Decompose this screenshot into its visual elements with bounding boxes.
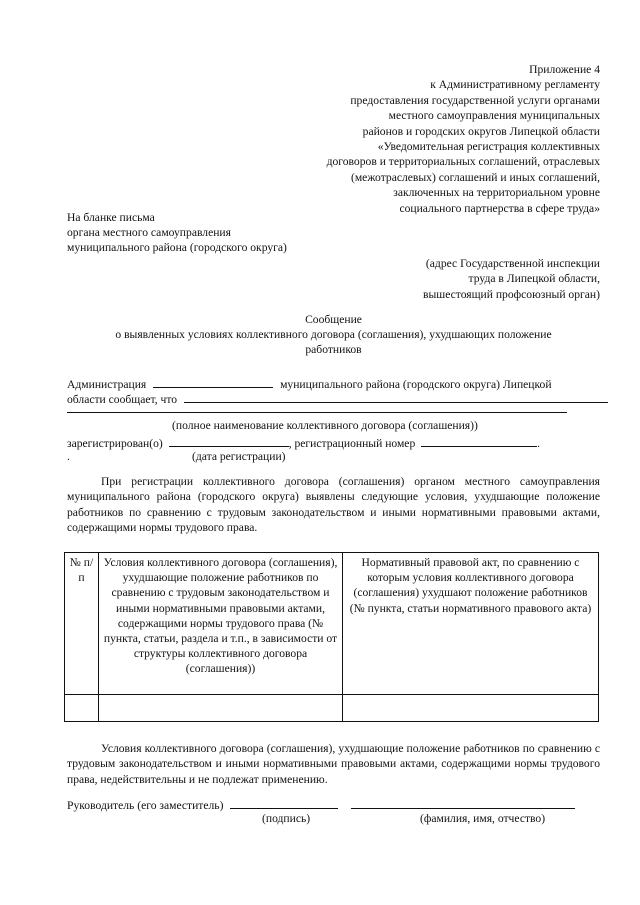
reg-number-label: , регистрационный номер [288, 437, 416, 450]
appendix-line: договоров и территориальных соглашений, отраслевых [326, 155, 600, 169]
address-line: вышестоящий профсоюзный орган) [423, 287, 600, 301]
intro-paragraph [67, 474, 600, 536]
admin-prefix: Администрация [67, 378, 147, 391]
letterhead-line: муниципального района (городского округа) [67, 241, 287, 254]
full-name-field[interactable] [351, 796, 575, 809]
table-cell[interactable] [343, 695, 599, 722]
letterhead-line: На бланке письма [67, 211, 155, 224]
table-row [65, 695, 599, 722]
addressee-block [340, 256, 600, 302]
address-line: (адрес Государственной инспекции [425, 257, 600, 270]
appendix-header [280, 62, 600, 216]
appendix-line: социального партнерства в сфере труда» [399, 201, 600, 215]
conditions-table [64, 552, 599, 722]
col-number-header: № п/п [65, 553, 99, 695]
signature-caption: (подпись) [262, 812, 311, 825]
appendix-line: заключенных на территориальном уровне [393, 186, 600, 200]
contract-name-field[interactable] [184, 390, 608, 403]
admin-suffix: муниципального района (городского округа) Липецкой [280, 378, 552, 391]
registered-label: зарегистрирован(о) [67, 437, 163, 450]
intro-text: При регистрации коллективного договора (соглашения) органом местного самоуправления муниципального района (городского округа) выявлены следующие условия, ухудшающие положение работников по сравнению с трудовым законодательством и иными нормативными правовыми актами, содержащими нормы трудового права. [67, 475, 600, 535]
col-conditions-header: Условия коллективного договора (соглашения), ухудшающие положение работников по сравнению с трудовым законодательством и иными нормативными правовыми актами, содержащими нормы трудового права (№ пункта, статьи, раздела и т.п., в зависимости от структуры коллективного договора (соглашения)) [99, 553, 343, 695]
document-title [67, 312, 600, 358]
title-line: о выявленных условиях коллективного договора (соглашения), ухудшающих положение [115, 328, 552, 342]
registration-number-field[interactable] [421, 434, 537, 447]
address-line: труда в Липецкой области, [468, 272, 600, 286]
appendix-line: «Уведомительная регистрация коллективных [377, 140, 600, 154]
appendix-line: предоставления государственной услуги органами [350, 93, 600, 107]
table-header-row [65, 553, 599, 695]
contract-name-rule [67, 412, 567, 413]
full-name-caption: (фамилия, имя, отчество) [420, 812, 546, 825]
admin-name-field[interactable] [153, 375, 273, 388]
contract-name-caption: (полное наименование коллективного договора (соглашения)) [172, 419, 478, 432]
table-cell[interactable] [65, 695, 99, 722]
registration-line [67, 434, 540, 451]
conclusion-paragraph [67, 741, 600, 787]
registration-date-caption: (дата регистрации) [192, 450, 286, 463]
title-line: работников [305, 343, 362, 357]
letterhead-note [67, 210, 367, 255]
appendix-line: (межотраслевых) соглашений и иных соглашений, [350, 170, 600, 184]
period-mark: . [537, 437, 541, 450]
dot-mark: . [67, 450, 70, 463]
appendix-line: районов и городских округов Липецкой области [362, 124, 600, 138]
title-heading: Сообщение [305, 313, 362, 326]
letterhead-line: органа местного самоуправления [67, 226, 231, 239]
signature-label: Руководитель (его заместитель) [67, 799, 224, 812]
registration-date-field[interactable] [169, 434, 289, 447]
appendix-line: Приложение 4 [529, 63, 600, 76]
conclusion-text: Условия коллективного договора (соглашения), ухудшающие положение работников по сравнению с трудовым законодательством и иными нормативными правовыми актами, содержащими нормы трудового права, недействительны и не подлежат применению. [67, 742, 600, 786]
appendix-line: к Административному регламенту [430, 78, 600, 92]
region-text: области сообщает, что [67, 393, 178, 406]
col-legal-act-header: Нормативный правовой акт, по сравнению с которым условия коллективного договора (соглашения) ухудшают положение работников (№ пункта, статьи нормативного правового акта) [343, 553, 599, 695]
appendix-line: местного самоуправления муниципальных [388, 109, 600, 123]
signature-field[interactable] [230, 796, 338, 809]
region-line [67, 390, 608, 407]
table-cell[interactable] [99, 695, 343, 722]
